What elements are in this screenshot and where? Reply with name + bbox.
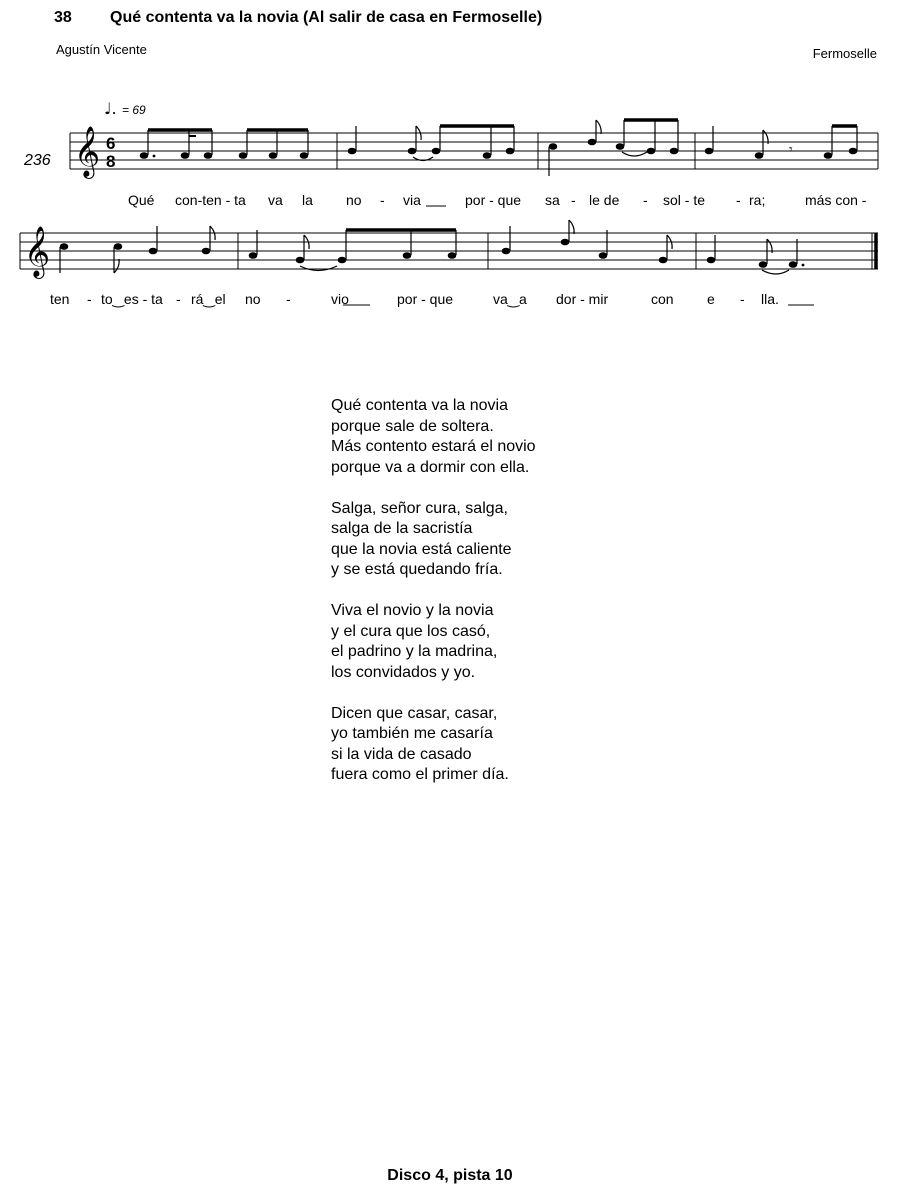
location-name: Fermoselle — [812, 46, 877, 61]
stanza-1 — [331, 396, 536, 478]
verse-line: si la vida de casado — [331, 745, 472, 763]
svg-text:dor - mir: dor - mir — [556, 291, 609, 307]
treble-clef-2-icon: 𝄞 — [24, 226, 51, 277]
verse-line: yo también me casaría — [331, 725, 493, 742]
performer-name: Agustín Vicente — [56, 42, 147, 57]
svg-text:por - que: por - que — [465, 192, 522, 208]
staff-2 — [20, 233, 878, 269]
svg-text:Qué: Qué — [128, 192, 155, 208]
svg-text:vio: vio — [331, 291, 349, 307]
song-title: Qué contenta va la novia (Al salir de casa en Fermoselle) — [110, 9, 543, 26]
song-lyrics — [331, 396, 536, 806]
svg-text:-: - — [740, 291, 745, 307]
verse-line: Viva el novio y la novia — [331, 602, 494, 619]
svg-text:lla.: lla. — [761, 291, 779, 307]
score-lyrics-line-1 — [128, 192, 867, 208]
song-number: 38 — [54, 9, 72, 26]
verse-line: y el cura que los casó, — [331, 622, 491, 640]
svg-text:rá‿el: rá‿el — [191, 291, 226, 307]
tempo-note-icon: ♩. — [104, 99, 117, 118]
verse-line: porque sale de soltera. — [331, 417, 494, 435]
verse-line: Qué contenta va la novia — [331, 397, 509, 414]
stanza-4 — [331, 704, 536, 786]
svg-text:-: - — [571, 192, 576, 208]
verse-line: salga de la sacristía — [331, 520, 473, 537]
svg-text:no: no — [346, 192, 362, 208]
time-signature-bottom: 8 — [106, 152, 116, 171]
svg-text:-: - — [176, 291, 181, 307]
score-lyrics-line-2 — [50, 291, 779, 307]
piece-number: 236 — [24, 152, 51, 169]
svg-text:e: e — [707, 291, 715, 307]
svg-text:más con -: más con - — [805, 192, 867, 208]
verse-line: porque va a dormir con ella. — [331, 458, 530, 476]
verse-line: Salga, señor cura, salga, — [331, 499, 508, 517]
staff-2-notes — [60, 220, 805, 274]
staff-1-notes — [140, 120, 858, 176]
svg-text:le de: le de — [589, 192, 620, 208]
verse-line: los convidados y yo. — [331, 663, 476, 681]
svg-text:con: con — [651, 291, 674, 307]
stanza-3 — [331, 601, 536, 683]
tempo-value: = 69 — [122, 103, 146, 117]
svg-text:-: - — [736, 192, 741, 208]
svg-text:sa: sa — [545, 192, 560, 208]
svg-text:ten: ten — [50, 291, 70, 307]
verse-line: fuera como el primer día. — [331, 766, 509, 783]
svg-text:ra;: ra; — [749, 192, 766, 208]
verse-line: Dicen que casar, casar, — [331, 704, 498, 722]
time-signature-top: 6 — [106, 134, 116, 153]
svg-text:la: la — [302, 192, 313, 208]
svg-text:sol - te: sol - te — [663, 192, 706, 208]
music-score — [0, 90, 900, 315]
verse-line: que la novia está caliente — [331, 540, 512, 558]
svg-text:-: - — [87, 291, 92, 307]
verse-line: el padrino y la madrina, — [331, 643, 498, 660]
svg-text:-: - — [286, 291, 291, 307]
stanza-2 — [331, 499, 536, 581]
svg-text:𝄾: 𝄾 — [789, 142, 793, 158]
verse-line: y se está quedando fría. — [331, 561, 503, 578]
staff-1 — [70, 133, 878, 169]
svg-text:no: no — [245, 291, 261, 307]
svg-text:va: va — [268, 192, 283, 208]
disc-track-footer: Disco 4, pista 10 — [387, 1167, 513, 1184]
svg-text:via: via — [403, 192, 421, 208]
svg-text:to‿es - ta: to‿es - ta — [101, 291, 163, 307]
svg-text:va‿a: va‿a — [493, 291, 527, 307]
svg-text:con-ten - ta: con-ten - ta — [175, 192, 246, 208]
treble-clef-icon: 𝄞 — [74, 126, 101, 177]
svg-text:-: - — [380, 192, 385, 208]
verse-line: Más contento estará el novio — [331, 438, 536, 455]
svg-text:por - que: por - que — [397, 291, 454, 307]
svg-text:-: - — [643, 192, 648, 208]
